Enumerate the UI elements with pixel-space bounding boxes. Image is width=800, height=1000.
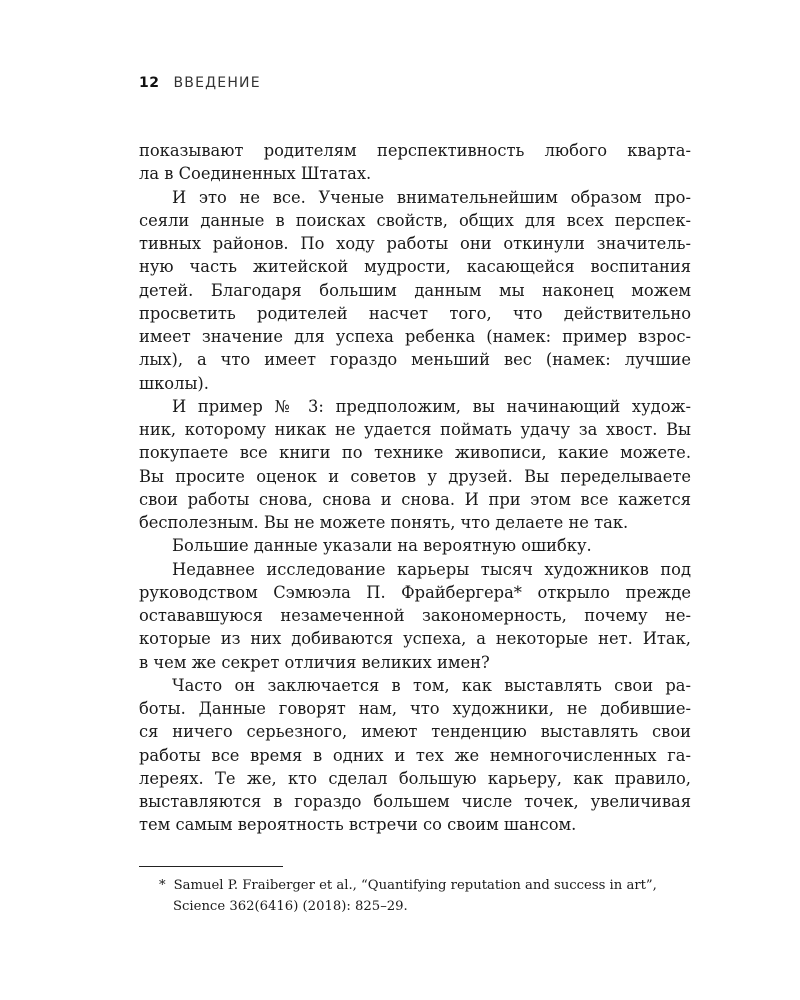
text-line: тем самым вероятность встречи со своим шансом.: [139, 815, 577, 835]
text-line: ную часть житейской мудрости, касающейся воспитания: [139, 257, 691, 277]
text-line: покупаете все книги по технике живописи, какие можете.: [139, 443, 691, 463]
text-line: Большие данные указали на вероятную ошибку.: [172, 536, 592, 556]
page-number: 12: [139, 75, 160, 91]
text-line: ник, которому никак не удается поймать удачу за хвост. Вы: [139, 420, 691, 439]
text-line: Вы просите оценок и советов у друзей. Вы переделываете: [139, 466, 691, 486]
text-line: ла в Соединенных Штатах.: [139, 164, 372, 184]
footnote: [139, 876, 691, 917]
text-line: остававшуюся незамеченной закономерность, почему не-: [139, 606, 691, 625]
text-line: лереях. Те же, кто сделал большую карьеру, как правило,: [139, 768, 691, 788]
text-line: просветить родителей насчет того, что действительно: [139, 303, 691, 323]
text-line: показывают родителям перспективность любого кварта-: [139, 141, 691, 160]
footnote-line: [139, 876, 691, 897]
footnote-marker: *: [159, 878, 166, 893]
text-line: тивных районов. По ходу работы они откинули значитель-: [139, 234, 691, 253]
text-line: бесполезным. Вы не можете понять, что делаете не так.: [139, 513, 629, 532]
chapter-title: ВВЕДЕНИЕ: [173, 75, 261, 91]
text-line: в чем же секрет отличия великих имен?: [139, 652, 490, 672]
text-line: боты. Данные говорят нам, что художники, не добившие-: [139, 699, 691, 718]
footnote-text-line2: Science 362(6416) (2018): 825–29.: [173, 898, 408, 914]
text-line: работы все время в одних и тех же немногочисленных га-: [139, 745, 691, 765]
footnote-rule: [139, 866, 283, 867]
text-line: И это не все. Ученые внимательнейшим образом про-: [172, 187, 691, 207]
text-line: Часто он заключается в том, как выставлять свои ра-: [172, 675, 691, 695]
text-line: имеет значение для успеха ребенка (намек: пример взрос-: [139, 327, 691, 346]
running-header: [139, 75, 261, 91]
body-text: [139, 139, 691, 837]
text-line: руководством Сэмюэла П. Фрайбергера* открыло прежде: [139, 582, 691, 602]
text-line: которые из них добиваются успеха, а некоторые нет. Итак,: [139, 629, 691, 649]
text-line: сеяли данные в поисках свойств, общих для всех перспек-: [139, 210, 691, 230]
text-line: детей. Благодаря большим данным мы наконец можем: [139, 280, 691, 300]
text-line: ся ничего серьезного, имеют тенденцию выставлять свои: [139, 722, 691, 742]
text-line: И пример № 3: предположим, вы начинающий худож-: [172, 396, 691, 416]
text-line: школы).: [139, 373, 209, 393]
text-line: свои работы снова, снова и снова. И при этом все кажется: [139, 489, 691, 509]
text-line: выставляются в гораздо большем числе точек, увеличивая: [139, 792, 691, 811]
footnote-text-line1: Samuel P. Fraiberger et al., “Quantifying reputation and success in art”,: [173, 878, 657, 893]
text-line: лых), а что имеет гораздо меньший вес (намек: лучшие: [139, 350, 691, 370]
text-line: Недавнее исследование карьеры тысяч художников под: [172, 559, 691, 579]
